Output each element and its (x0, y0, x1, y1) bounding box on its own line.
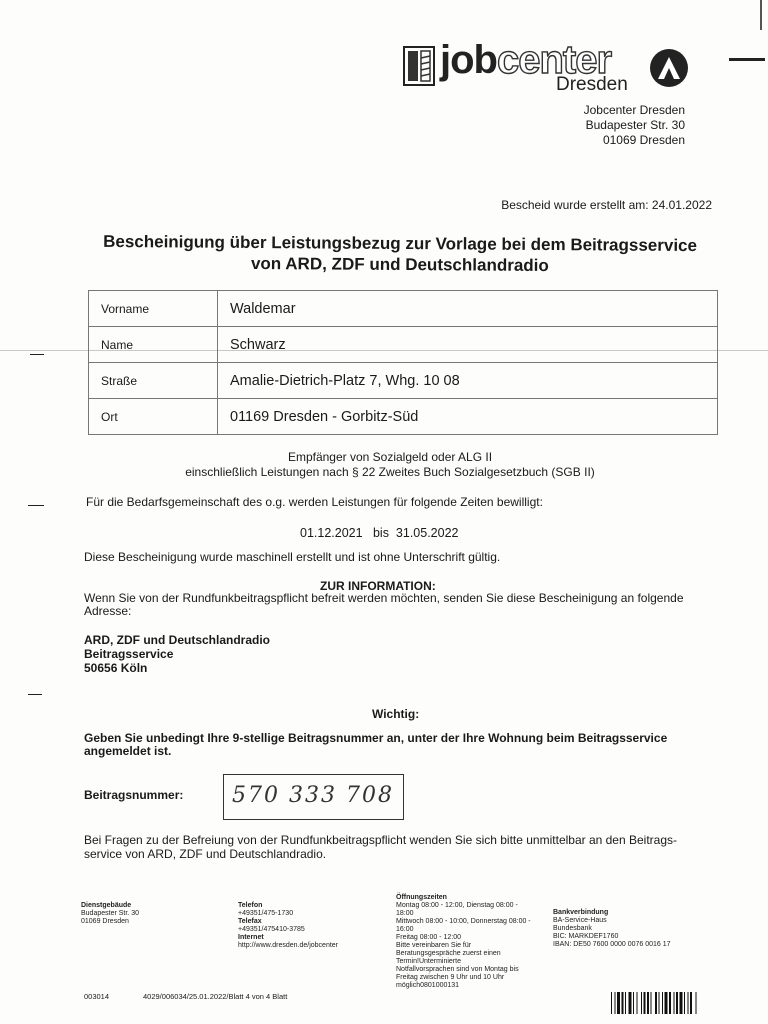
footer-bank: Bankverbindung BA-Service-Haus Bundesbank BIC: MARKDEF1760 IBAN: DE50 7600 0000 0076 0016 17 (553, 909, 671, 948)
jobcenter-logo-text: jobcenter (440, 38, 612, 82)
footer-building: Dienstgebäude Budapester Str. 30 01069 Dresden (81, 902, 139, 925)
table-row (89, 327, 718, 363)
created-date: Bescheid wurde erstellt am: 24.01.2022 (501, 198, 712, 212)
footer-opening-hours: Öffnungszeiten Montag 08:00 - 12:00, Dienstag 08:00 - 18:00 Mittwoch 08:00 - 10:00, Donnerstag 08:00 - 16:00 Freitag 08:00 - 12:00 Bitte vereinbaren Sie für Beratungsgespräche zuerst einen Termin!Unterminierte Notfallvorsprachen sind von Montag bis Freitag zwischen 9 Uhr und 10 Uhr möglich0801000131 (396, 894, 531, 989)
questions-text: Bei Fragen zu der Befreiung von der Rundfunkbeitragspflicht wenden Sie sich bitte unmittelbar an den Beitrags-service von ARD, ZDF und Deutschlandradio. (84, 833, 678, 861)
scan-mark (28, 505, 44, 506)
contribution-number-label: Beitragsnummer: (84, 788, 184, 802)
scan-mark (30, 354, 44, 355)
period-from: 01.12.2021 (300, 526, 363, 540)
scan-mark (28, 694, 42, 695)
document-title: Bescheinigung über Leistungsbezug zur Vorlage bei dem Beitragsservice von ARD, ZDF und Deutschlandradio (103, 231, 698, 276)
important-heading: Wichtig: (372, 707, 420, 721)
person-table (88, 290, 718, 435)
info-heading: ZUR INFORMATION: (320, 579, 436, 593)
footer-contact: Telefon +49351/475-1730 Telefax +49351/475410-3785 Internet http://www.dresden.de/jobcenter (238, 902, 378, 950)
table-row (89, 291, 718, 327)
value-lastname: Schwarz (218, 327, 718, 363)
table-row (89, 399, 718, 435)
scan-mark (760, 0, 762, 30)
value-firstname: Waldemar (218, 291, 718, 327)
logo-city: Dresden (556, 74, 628, 95)
value-street: Amalie-Dietrich-Platz 7, Whg. 10 08 (218, 363, 718, 399)
scan-mark (729, 58, 765, 61)
benefit-period (300, 526, 458, 540)
value-city: 01169 Dresden - Gorbitz-Süd (218, 399, 718, 435)
footer-code-mid: 4029/006034/25.01.2022/Blatt 4 von 4 Blatt (143, 992, 288, 1001)
footer-code-left: 003014 (84, 992, 110, 1001)
recipient-address: ARD, ZDF und Deutschlandradio Beitragsservice 50656 Köln (84, 633, 270, 675)
barcode-icon (611, 992, 759, 1014)
contribution-number-handwritten: 570 333 708 (232, 783, 394, 808)
benefit-type: Empfänger von Sozialgeld oder ALG II einschließlich Leistungen nach § 22 Zweites Buch Sozialgesetzbuch (SGB II) (185, 450, 595, 479)
validity-text: Diese Bescheinigung wurde maschinell erstellt und ist ohne Unterschrift gültig. (84, 550, 501, 564)
table-row (89, 363, 718, 399)
website-link: http://www.dresden.de/jobcenter (238, 942, 339, 949)
label-lastname: Name (89, 327, 218, 363)
period-to: 31.05.2022 (395, 526, 459, 540)
coat-of-arms-icon (403, 46, 435, 86)
label-firstname: Vorname (89, 291, 218, 327)
agentur-logo-icon (649, 48, 689, 88)
sender-address: Jobcenter Dresden Budapester Str. 30 01069 Dresden (583, 103, 685, 147)
footer-code-right: 0801000131 (420, 982, 460, 989)
period-sep: bis (372, 526, 389, 540)
granted-text: Für die Bedarfsgemeinschaft des o.g. werden Leistungen für folgende Zeiten bewilligt: (86, 495, 543, 509)
label-city: Ort (89, 399, 218, 435)
important-text: Geben Sie unbedingt Ihre 9-stellige Beitragsnummer an, unter der Ihre Wohnung beim Beitragsservice angemeldet ist. (84, 731, 668, 758)
label-street: Straße (89, 363, 218, 399)
info-text: Wenn Sie von der Rundfunkbeitragspflicht befreit werden möchten, senden Sie diese Bescheinigung an folgende Adresse: (84, 591, 684, 618)
